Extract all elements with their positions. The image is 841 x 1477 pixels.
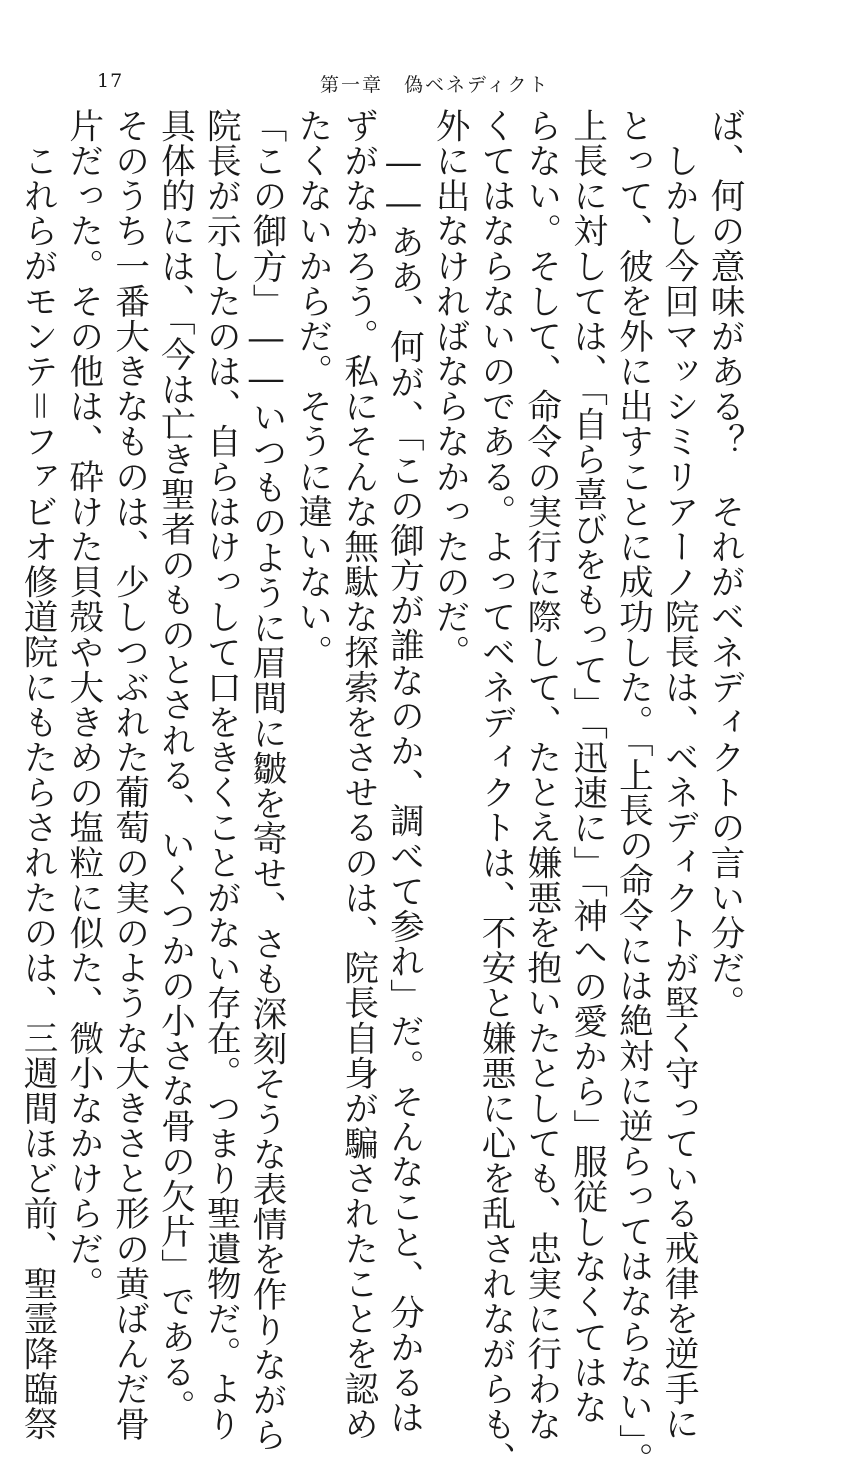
text-line: くてはならないのである。よってベネディクトは、不安と嫌悪に心を乱されながらも、 xyxy=(475,108,516,1477)
text-line: ずがなかろう。私にそんな無駄な探索をさせるのは、院長自身が騙されたことを認め xyxy=(337,108,378,1442)
text-line: 「この御方」――いつものように眉間に皺を寄せ、さも深刻そうな表情を作りながら xyxy=(246,108,287,1453)
text-line: とって、彼を外に出すことに成功した。「上長の命令には絶対に逆らってはならない」。 xyxy=(612,108,653,1477)
text-line: らない。そして、命令の実行に際して、たとえ嫌悪を抱いたとしても、忠実に行わな xyxy=(520,108,561,1442)
running-head: 第一章 偽ベネディクト xyxy=(320,74,550,96)
text-line: これらがモンテ＝ファビオ修道院にもたらされたのは、三週間ほど前、聖霊降臨祭 xyxy=(17,142,58,1441)
text-line: ――ああ、何が、「この御方が誰なのか、調べて参れ」だ。そんなこと、分かるは xyxy=(383,142,424,1435)
text-line: たくないからだ。そうに違いない。 xyxy=(291,108,332,670)
body-text xyxy=(13,108,746,1477)
text-line: 院長が示したのは、自らはけっして口をきくことがない存在。つまり聖遺物だ。より xyxy=(200,108,241,1442)
text-line: 外に出なければならなかったのだ。 xyxy=(429,108,470,670)
text-line: 上長に対しては、「自ら喜びをもって」「迅速に」「神への愛から」服従しなくてはな xyxy=(566,108,607,1425)
text-line: 片だった。その他は、砕けた貝殻や大きめの塩粒に似た、微小なかけらだ。 xyxy=(62,108,103,1302)
text-line: ば、何の意味がある？ それがベネディクトの言い分だ。 xyxy=(704,108,744,1021)
text-line: 具体的には、「今は亡き聖者のものとされる、いくつかの小さな骨の欠片」である。 xyxy=(154,108,195,1425)
text-line: そのうち一番大きなものは、少しつぶれた葡萄の実のような大きさと形の黄ばんだ骨 xyxy=(108,108,149,1442)
text-line: しかし今回マッシミリアーノ院長は、ベネディクトが堅く守っている戒律を逆手に xyxy=(658,142,699,1441)
page-number: 17 xyxy=(97,70,124,92)
